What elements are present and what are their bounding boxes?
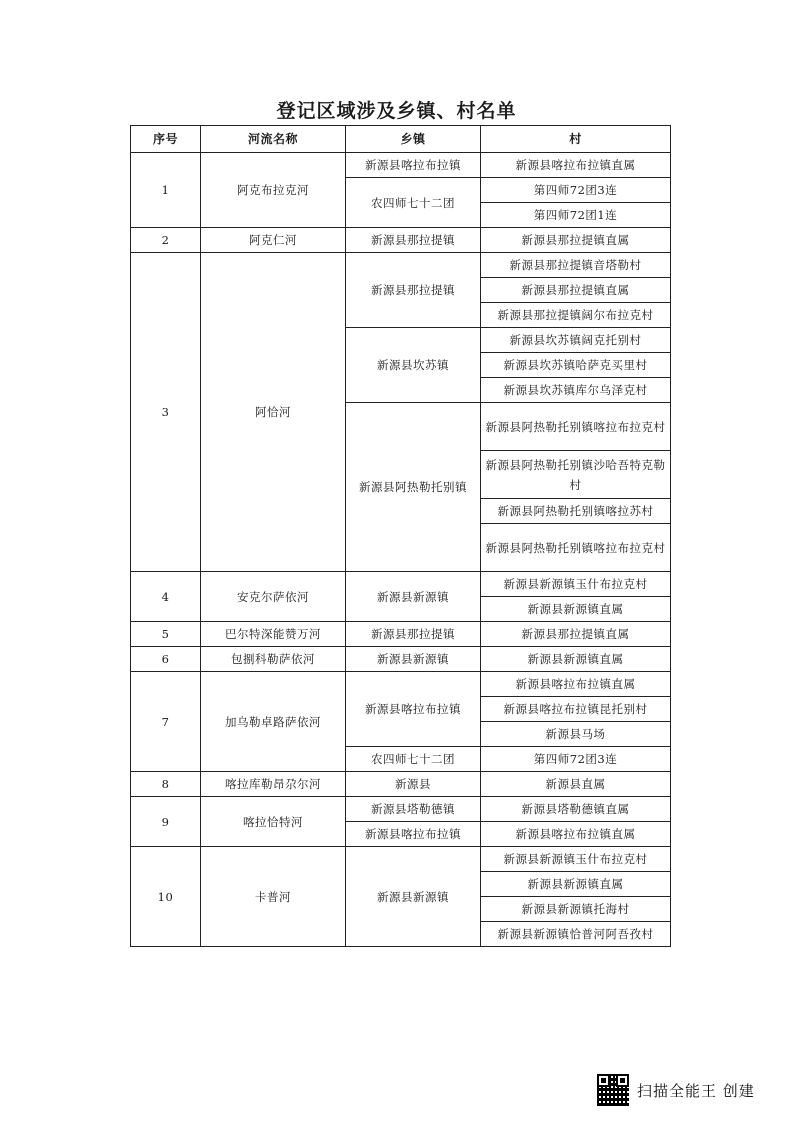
table-row [131, 228, 671, 253]
village-name: 新源县新源镇恰普河阿吾孜村 [481, 922, 671, 947]
village-name: 新源县坎苏镇库尔乌泽克村 [481, 378, 671, 403]
table-row [131, 622, 671, 647]
village-name: 第四师72团1连 [481, 203, 671, 228]
row-number: 1 [131, 153, 201, 228]
table-header-row [131, 126, 671, 153]
town-name: 新源县阿热勒托别镇 [346, 403, 481, 572]
town-name: 新源县喀拉布拉镇 [346, 153, 481, 178]
row-number: 4 [131, 572, 201, 622]
village-name: 新源县阿热勒托别镇喀拉布拉克村 [481, 403, 671, 451]
river-name: 安克尔萨依河 [201, 572, 346, 622]
table-row [131, 153, 671, 178]
town-name: 新源县坎苏镇 [346, 328, 481, 403]
village-name: 新源县那拉提镇阔尔布拉克村 [481, 303, 671, 328]
row-number: 5 [131, 622, 201, 647]
watermark-text: 扫描全能王 创建 [637, 1081, 755, 1100]
table-row [131, 772, 671, 797]
river-name: 阿克仁河 [201, 228, 346, 253]
header-river: 河流名称 [201, 126, 346, 153]
table-row [131, 797, 671, 822]
village-name: 新源县那拉提镇直属 [481, 278, 671, 303]
header-village: 村 [481, 126, 671, 153]
town-name: 新源县喀拉布拉镇 [346, 672, 481, 747]
table-row [131, 672, 671, 697]
table-row [131, 253, 671, 278]
village-name: 新源县那拉提镇直属 [481, 228, 671, 253]
town-name: 新源县新源镇 [346, 847, 481, 947]
row-number: 8 [131, 772, 201, 797]
river-name: 阿克布拉克河 [201, 153, 346, 228]
river-name: 卡普河 [201, 847, 346, 947]
river-name: 巴尔特深能赞万河 [201, 622, 346, 647]
page-title: 登记区域涉及乡镇、村名单 [276, 100, 517, 122]
river-name: 加乌勒卓路萨依河 [201, 672, 346, 772]
scanner-watermark [597, 1073, 755, 1107]
town-name: 新源县 [346, 772, 481, 797]
village-name: 新源县新源镇直属 [481, 872, 671, 897]
row-number: 7 [131, 672, 201, 772]
town-name: 新源县那拉提镇 [346, 253, 481, 328]
row-number: 2 [131, 228, 201, 253]
village-name: 第四师72团3连 [481, 747, 671, 772]
village-name: 新源县喀拉布拉镇直属 [481, 153, 671, 178]
village-name: 新源县阿热勒托别镇沙哈吾特克勒村 [481, 451, 671, 499]
village-name: 新源县坎苏镇哈萨克买里村 [481, 353, 671, 378]
town-name: 新源县那拉提镇 [346, 228, 481, 253]
village-name: 新源县阿热勒托别镇喀拉苏村 [481, 499, 671, 524]
river-name: 包捌科勒萨依河 [201, 647, 346, 672]
town-name: 农四师七十二团 [346, 747, 481, 772]
village-name: 新源县塔勒德镇直属 [481, 797, 671, 822]
village-name: 新源县新源镇托海村 [481, 897, 671, 922]
village-name: 新源县喀拉布拉镇昆托别村 [481, 697, 671, 722]
town-name: 新源县喀拉布拉镇 [346, 822, 481, 847]
table-row [131, 647, 671, 672]
registration-table [130, 125, 671, 947]
row-number: 3 [131, 253, 201, 572]
row-number: 6 [131, 647, 201, 672]
river-name: 喀拉库勒昂尕尔河 [201, 772, 346, 797]
village-name: 第四师72团3连 [481, 178, 671, 203]
village-name: 新源县阿热勒托别镇喀拉布拉克村 [481, 524, 671, 572]
river-name: 喀拉恰特河 [201, 797, 346, 847]
qr-code-icon [597, 1074, 629, 1106]
village-name: 新源县新源镇玉什布拉克村 [481, 847, 671, 872]
village-name: 新源县直属 [481, 772, 671, 797]
village-name: 新源县新源镇直属 [481, 647, 671, 672]
village-name: 新源县喀拉布拉镇直属 [481, 822, 671, 847]
table-body [131, 153, 671, 947]
table-row [131, 572, 671, 597]
river-name: 阿恰河 [201, 253, 346, 572]
village-name: 新源县坎苏镇阔克托别村 [481, 328, 671, 353]
village-name: 新源县那拉提镇直属 [481, 622, 671, 647]
village-name: 新源县那拉提镇音塔勒村 [481, 253, 671, 278]
town-name: 新源县塔勒德镇 [346, 797, 481, 822]
row-number: 9 [131, 797, 201, 847]
village-name: 新源县新源镇玉什布拉克村 [481, 572, 671, 597]
village-name: 新源县马场 [481, 722, 671, 747]
village-name: 新源县喀拉布拉镇直属 [481, 672, 671, 697]
town-name: 新源县新源镇 [346, 647, 481, 672]
town-name: 新源县新源镇 [346, 572, 481, 622]
table-row [131, 847, 671, 872]
town-name: 新源县那拉提镇 [346, 622, 481, 647]
town-name: 农四师七十二团 [346, 178, 481, 228]
row-number: 10 [131, 847, 201, 947]
village-name: 新源县新源镇直属 [481, 597, 671, 622]
header-town: 乡镇 [346, 126, 481, 153]
header-no: 序号 [131, 126, 201, 153]
